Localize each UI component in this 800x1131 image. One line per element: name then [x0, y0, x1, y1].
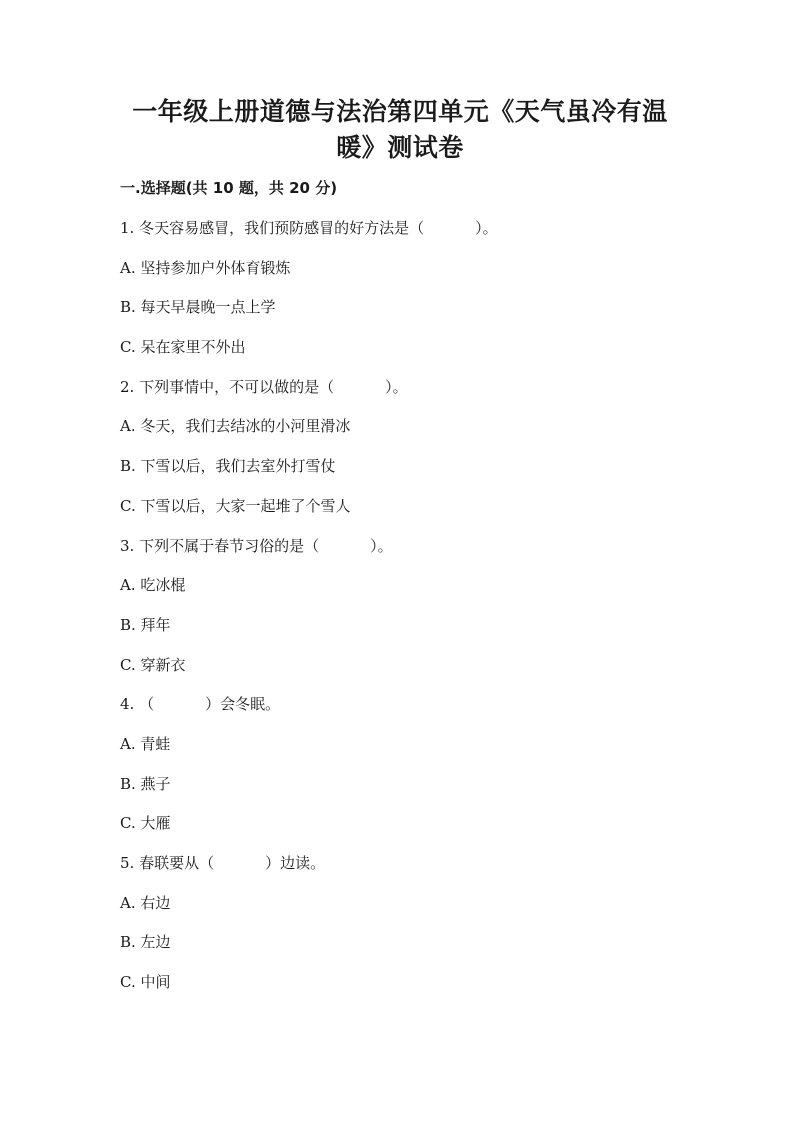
question-2-stem [120, 377, 720, 417]
question-1-stem [120, 218, 720, 258]
section-heading: 一.选择题(共 10 题，共 20 分) [120, 179, 338, 197]
question-2-option-a: A. 冬天，我们去结冰的小河里滑冰 [120, 417, 351, 436]
question-list [120, 218, 720, 1012]
question-1-stem-after: ）。 [475, 219, 498, 237]
question-4-option-a: A. 青蛙 [120, 734, 171, 753]
question-5-option-c: C. 中间 [120, 973, 171, 992]
question-5-stem-after: ）边读。 [265, 854, 326, 872]
question-5-stem [120, 853, 720, 893]
question-3-option-a: A. 吃冰棍 [120, 576, 186, 595]
question-1-option-a: A. 坚持参加户外体育锻炼 [120, 258, 291, 277]
question-5-stem-before: 5. 春联要从（ [120, 854, 215, 872]
question-3-stem-after: ）。 [370, 536, 393, 555]
question-3-option-b: B. 拜年 [120, 615, 171, 634]
title-line-1: 一年级上册道德与法治第四单元《天气虽冷有温 [132, 97, 668, 126]
question-4-option-c: C. 大雁 [120, 814, 171, 833]
question-1-stem-before: 1. 冬天容易感冒，我们预防感冒的好方法是（ [120, 219, 425, 237]
question-4-stem-before: 4. （ [120, 695, 155, 714]
question-1-option-b: B. 每天早晨晚一点上学 [120, 298, 276, 317]
question-4-option-b: B. 燕子 [120, 774, 171, 793]
question-5-option-a: A. 右边 [120, 893, 171, 912]
page-title [120, 94, 680, 166]
question-2-option-c: C. 下雪以后，大家一起堆了个雪人 [120, 496, 351, 515]
question-3-option-c: C. 穿新衣 [120, 655, 186, 674]
question-2-stem-after: ）。 [385, 377, 408, 396]
question-3-stem-before: 3. 下列不属于春节习俗的是（ [120, 536, 320, 555]
question-4-stem-after: ）会冬眠。 [205, 695, 281, 714]
question-2-option-b: B. 下雪以后，我们去室外打雪仗 [120, 457, 336, 476]
question-3-stem [120, 536, 720, 576]
title-line-2: 暖》测试卷 [336, 133, 464, 162]
question-5-option-b: B. 左边 [120, 933, 171, 952]
question-1-option-c: C. 呆在家里不外出 [120, 338, 246, 357]
question-4-stem [120, 694, 720, 734]
question-2-stem-before: 2. 下列事情中，不可以做的是（ [120, 377, 335, 396]
